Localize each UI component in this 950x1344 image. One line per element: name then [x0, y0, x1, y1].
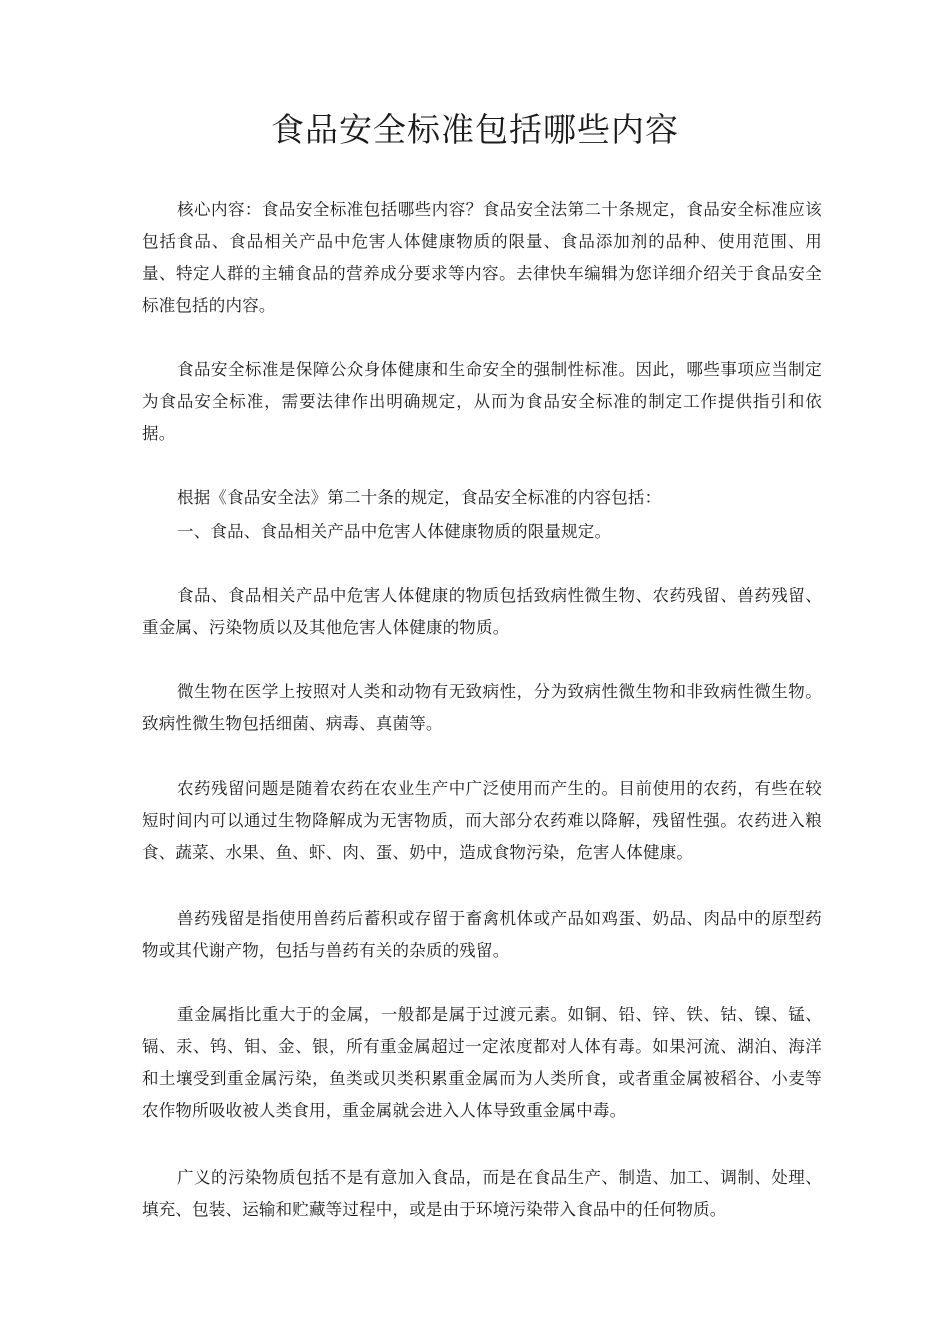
paragraph-heavy-metals: 重金属指比重大于的金属，一般都是属于过渡元素。如铜、铅、锌、铁、钴、镍、锰、镉、汞、钨、钼、金、银，所有重金属超过一定浓度都对人体有毒。如果河流、湖泊、海洋和土壤受到重金属污染，鱼类或贝类积累重金属而为人类所食，或者重金属被稻谷、小麦等农作物所吸收被人类食用，重金属就会进入人体导致重金属中毒。	[142, 1005, 822, 1120]
paragraph-veterinary-residue: 兽药残留是指使用兽药后蓄积或存留于畜禽机体或产品如鸡蛋、奶品、肉品中的原型药物或其代谢产物，包括与兽药有关的杂质的残留。	[142, 909, 822, 960]
section-heading-limits: 一、食品、食品相关产品中危害人体健康物质的限量规定。	[177, 522, 612, 541]
paragraph-microorganisms: 微生物在医学上按照对人类和动物有无致病性，分为致病性微生物和非致病性微生物。致病性微生物包括细菌、病毒、真菌等。	[142, 682, 822, 733]
paragraph-legal-basis: 根据《食品安全法》第二十条的规定，食品安全标准的内容包括：	[177, 488, 662, 507]
paragraph-harmful-substances: 食品、食品相关产品中危害人体健康的物质包括致病性微生物、农药残留、兽药残留、重金属、污染物质以及其他危害人体健康的物质。	[142, 586, 822, 637]
paragraph-standard-purpose: 食品安全标准是保障公众身体健康和生命安全的强制性标准。因此，哪些事项应当制定为食品安全标准，需要法律作出明确规定，从而为食品安全标准的制定工作提供指引和依据。	[142, 360, 822, 443]
paragraph-pollutants: 广义的污染物质包括不是有意加入食品，而是在食品生产、制造、加工、调制、处理、填充、包装、运输和贮藏等过程中，或是由于环境污染带入食品中的任何物质。	[142, 1168, 822, 1219]
paragraph-core-content: 核心内容：食品安全标准包括哪些内容？食品安全法第二十条规定，食品安全标准应该包括食品、食品相关产品中危害人体健康物质的限量、食品添加剂的品种、使用范围、用量、特定人群的主辅食品的营养成分要求等内容。去律快车编辑为您详细介绍关于食品安全标准包括的内容。	[142, 200, 822, 315]
document-title: 食品安全标准包括哪些内容	[271, 110, 679, 149]
paragraph-pesticide-residue: 农药残留问题是随着农药在农业生产中广泛使用而产生的。目前使用的农药，有些在较短时间内可以通过生物降解成为无害物质，而大部分农药难以降解，残留性强。农药进入粮食、蔬菜、水果、鱼、虾、肉、蛋、奶中，造成食物污染，危害人体健康。	[142, 779, 822, 862]
